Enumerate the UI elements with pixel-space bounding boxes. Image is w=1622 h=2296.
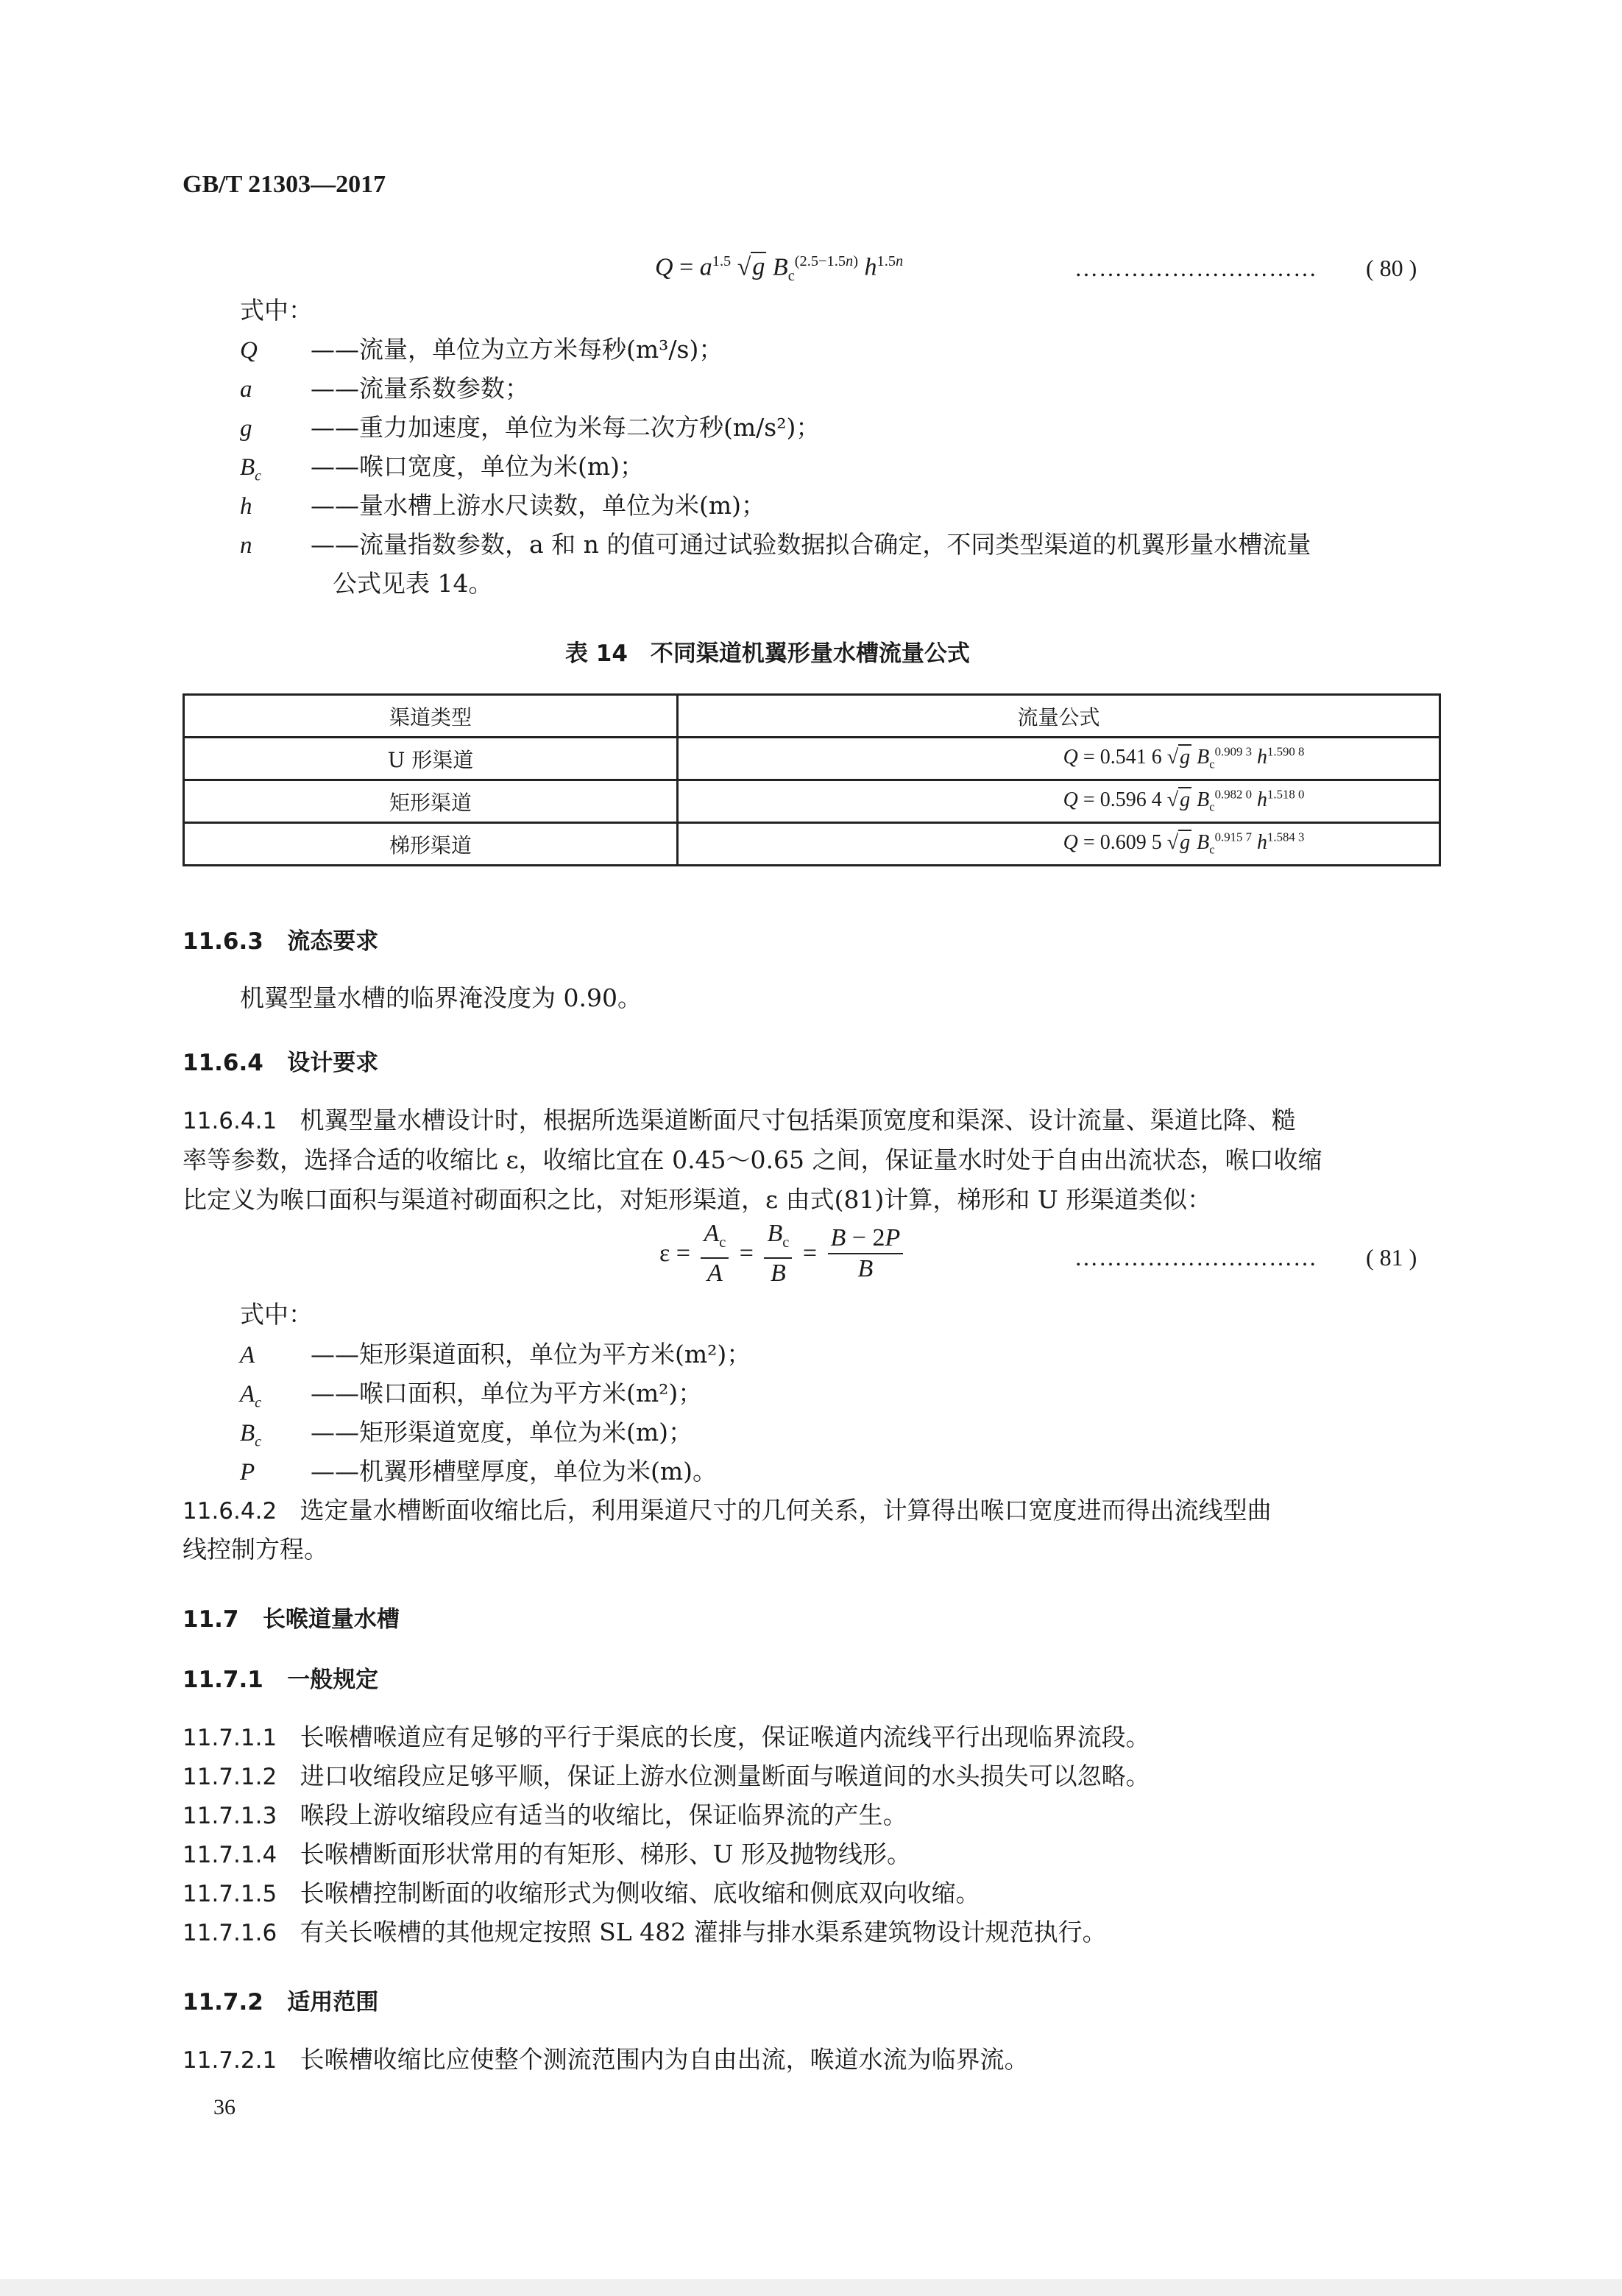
table-header-row: [184, 695, 1440, 738]
table-header-cell: 流量公式: [678, 695, 1440, 738]
table-row: [184, 738, 1440, 780]
where-item: P ——机翼形槽壁厚度，单位为米(m)。: [240, 1457, 718, 1486]
where-item-continuation: 公式见表 14。: [333, 569, 493, 598]
formula-table: [183, 693, 1441, 866]
clause-line: 线控制方程。: [183, 1535, 328, 1564]
where-item: $A_c$ ——喉口面积，单位为平方米(m²)；: [240, 1379, 703, 1411]
table-row: [184, 780, 1440, 823]
section-heading: 11.6.4 设计要求: [183, 1050, 379, 1076]
where-item: n ——流量指数参数，a 和 n 的值可通过试验数据拟合确定，不同类型渠道的机翼形量水槽流量: [240, 530, 1311, 559]
equation-81-leader: …………………………: [1074, 1244, 1317, 1271]
table-cell-type: U 形渠道: [184, 738, 678, 780]
table-header-cell: 渠道类型: [184, 695, 678, 738]
clause: 11.6.4.1 机翼型量水槽设计时，根据所选渠道断面尺寸包括渠顶宽度和渠深、设计流量、渠道比降、糙: [183, 1106, 1296, 1134]
equation-81-number: ( 81 ): [1366, 1244, 1417, 1271]
page-number: 36: [213, 2095, 235, 2119]
where-item: a ——流量系数参数；: [240, 374, 529, 403]
equation-81: ε = $\frac{A_c}{A}$ = $\frac{B_c}{B}$ = $\frac{B - 2P}{B}$: [659, 1219, 907, 1288]
section-heading: 11.7 长喉道量水槽: [183, 1606, 400, 1633]
table-cell-type: 梯形渠道: [184, 823, 678, 866]
table-cell-formula: Q = 0.609 5 √g $B_c^{0.915 7}$ $h^{1.584 3}$: [678, 823, 1440, 866]
clause: 11.7.1.6 有关长喉槽的其他规定按照 SL 482 灌排与排水渠系建筑物设计规范执行。: [183, 1918, 1107, 1946]
table-cell-type: 矩形渠道: [184, 780, 678, 823]
clause-line: 率等参数，选择合适的收缩比 ε，收缩比宜在 0.45～0.65 之间，保证量水时处于自由出流状态，喉口收缩: [183, 1145, 1322, 1174]
clause: 11.7.1.3 喉段上游收缩段应有适当的收缩比，保证临界流的产生。: [183, 1801, 907, 1829]
where-item: A ——矩形渠道面积，单位为平方米(m²)；: [240, 1340, 751, 1368]
clause: 11.7.1.5 长喉槽控制断面的收缩形式为侧收缩、底收缩和侧底双向收缩。: [183, 1879, 980, 1907]
section-heading: 11.7.1 一般规定: [183, 1667, 379, 1693]
equation-80-number: ( 80 ): [1366, 255, 1417, 281]
scan-edge: [0, 2279, 1622, 2296]
where-item: g ——重力加速度，单位为米每二次方秒(m/s²)；: [240, 413, 821, 442]
table-caption: 表 14 不同渠道机翼形量水槽流量公式: [565, 640, 970, 667]
where-item: $B_c$ ——矩形渠道宽度，单位为米(m)；: [240, 1418, 693, 1450]
clause: 11.7.1.2 进口收缩段应足够平顺，保证上游水位测量断面与喉道间的水头损失可以忽略。: [183, 1762, 1150, 1790]
paragraph: 机翼型量水槽的临界淹没度为 0.90。: [240, 983, 642, 1012]
where-item: Q ——流量，单位为立方米每秒(m³/s)；: [240, 335, 723, 364]
clause: 11.7.1.1 长喉槽喉道应有足够的平行于渠底的长度，保证喉道内流线平行出现临界流段。: [183, 1723, 1150, 1751]
section-heading: 11.6.3 流态要求: [183, 928, 379, 955]
clause: 11.7.2.1 长喉槽收缩比应使整个测流范围内为自由出流，喉道水流为临界流。: [183, 2045, 1029, 2074]
table-cell-formula: Q = 0.596 4 √g $B_c^{0.982 0}$ $h^{1.518 0}$: [678, 780, 1440, 823]
equation-80: $Q = a^{1.5}$ √g $B_c^{(2.5-1.5n)}$ $h^{1.5n}$: [655, 253, 904, 285]
where-item: $B_c$ ——喉口宽度，单位为米(m)；: [240, 452, 645, 484]
where-intro: 式中：: [240, 1300, 313, 1329]
equation-80-leader: …………………………: [1074, 255, 1317, 281]
clause-line: 比定义为喉口面积与渠道衬砌面积之比，对矩形渠道，ε 由式(81)计算，梯形和 U 形渠道类似：: [183, 1185, 1212, 1214]
where-intro: 式中：: [240, 296, 313, 325]
table-cell-formula: Q = 0.541 6 √g $B_c^{0.909 3}$ $h^{1.590 8}$: [678, 738, 1440, 780]
section-heading: 11.7.2 适用范围: [183, 1989, 379, 2016]
clause: 11.7.1.4 长喉槽断面形状常用的有矩形、梯形、U 形及抛物线形。: [183, 1840, 911, 1868]
table-row: [184, 823, 1440, 866]
standard-number: GB/T 21303—2017: [183, 171, 386, 198]
where-item: h ——量水槽上游水尺读数，单位为米(m)；: [240, 491, 766, 520]
clause: 11.6.4.2 选定量水槽断面收缩比后，利用渠道尺寸的几何关系，计算得出喉口宽度进而得出流线型曲: [183, 1496, 1272, 1525]
